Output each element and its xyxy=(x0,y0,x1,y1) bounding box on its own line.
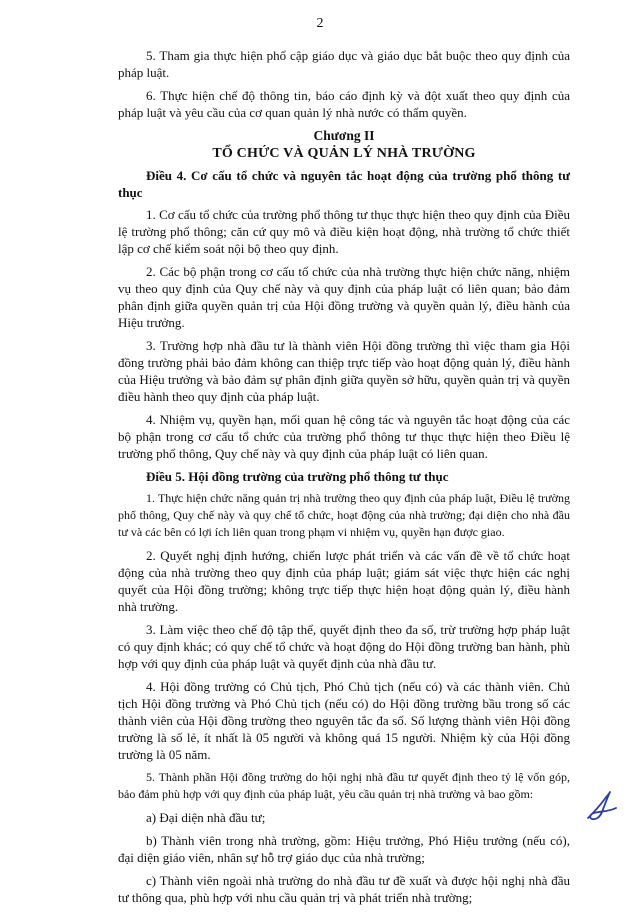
paragraph: 4. Hội đồng trường có Chủ tịch, Phó Chủ tịch (nếu có) và các thành viên. Chủ tịch Hội đồng trường và Phó Chủ tịch (nếu có) do Hội đồng trường bầu trong số các thành viên của Hội đồng trường theo nguyên tắc đa số. Số lượng thành viên Hội đồng trường là số lẻ, ít nhất là 05 người và không quá 15 người. Nhiệm kỳ của Hội đồng trường là 05 năm. xyxy=(118,679,570,762)
initial-signature xyxy=(578,786,622,828)
paragraph: 2. Các bộ phận trong cơ cấu tổ chức của nhà trường thực hiện chức năng, nhiệm vụ theo quy định của Quy chế này và quy định của pháp luật có liên quan; bảo đảm phân định giữa quyền quản trị của Hội đồng trường và quyền quản lý, điều hành của Hiệu trưởng. xyxy=(118,264,570,330)
chapter-title: TỔ CHỨC VÀ QUẢN LÝ NHÀ TRƯỜNG xyxy=(212,146,476,161)
paragraph: 5. Thành phần Hội đồng trường do hội nghị nhà đầu tư quyết định theo tỷ lệ vốn góp, bảo đảm phù hợp với quy định của pháp luật, yêu cầu quản trị nhà trường và bao gồm: xyxy=(118,770,570,801)
article-title: Điều 5. Hội đồng trường của trường phổ thông tư thục xyxy=(146,469,449,484)
paragraph: 3. Làm việc theo chế độ tập thể, quyết định theo đa số, trừ trường hợp pháp luật có quy định khác; có quy chế tổ chức và hoạt động do Hội đồng trường ban hành, phù hợp với quy định của pháp luật và quyết định của nhà đầu tư. xyxy=(118,622,570,671)
paragraph: 5. Tham gia thực hiện phổ cập giáo dục và giáo dục bắt buộc theo quy định của pháp luật. xyxy=(118,48,570,80)
paragraph: 1. Thực hiện chức năng quản trị nhà trường theo quy định của pháp luật, Điều lệ trường phổ thông, Quy chế này và quy chế tổ chức, hoạt động của nhà trường; đại diện cho nhà đầu tư và các bên có lợi ích liên quan trong phạm vi nhiệm vụ, quyền hạn được giao. xyxy=(118,491,570,539)
list-item: c) Thành viên ngoài nhà trường do nhà đầu tư đề xuất và được hội nghị nhà đầu tư thông qua, phù hợp với nhu cầu quản trị và phát triển nhà trường; xyxy=(118,873,570,905)
list-item: b) Thành viên trong nhà trường, gồm: Hiệu trưởng, Phó Hiệu trưởng (nếu có), đại diện giáo viên, nhân sự hỗ trợ giáo dục của nhà trường; xyxy=(118,833,570,865)
article-title: Điều 4. Cơ cấu tổ chức và nguyên tắc hoạt động của trường phổ thông tư thục xyxy=(118,168,570,200)
paragraph: 3. Trường hợp nhà đầu tư là thành viên Hội đồng trường thì việc tham gia Hội đồng trường phải bảo đảm không can thiệp trực tiếp vào hoạt động quản lý, điều hành của Hiệu trưởng và bảo đảm sự phân định giữa quyền sở hữu, quyền quản trị và quyền điều hành theo quy định của pháp luật. xyxy=(118,338,570,404)
paragraph: 4. Nhiệm vụ, quyền hạn, mối quan hệ công tác và nguyên tắc hoạt động của các bộ phận trong cơ cấu tổ chức của trường phổ thông tư thục thực hiện theo Điều lệ trường phổ thông, Quy chế này và quy định của pháp luật có liên quan. xyxy=(118,412,570,461)
paragraph: 6. Thực hiện chế độ thông tin, báo cáo định kỳ và đột xuất theo quy định của pháp luật và yêu cầu của cơ quan quản lý nhà nước có thẩm quyền. xyxy=(118,88,570,120)
document-body xyxy=(118,47,570,912)
paragraph: 1. Cơ cấu tổ chức của trường phổ thông tư thục thực hiện theo quy định của Điều lệ trường phổ thông; căn cứ quy mô và điều kiện hoạt động, nhà trường tổ chức thiết lập cơ chế kiểm soát nội bộ theo quy định. xyxy=(118,207,570,256)
list-item: a) Đại diện nhà đầu tư; xyxy=(146,810,266,825)
paragraph: 2. Quyết nghị định hướng, chiến lược phát triển và các vấn đề về tổ chức hoạt động của nhà trường theo quy định của pháp luật; giám sát việc thực hiện các nghị quyết của Hội đồng trường; không trực tiếp thực hiện hoạt động quản lý, điều hành nhà trường. xyxy=(118,548,570,614)
chapter-label: Chương II xyxy=(313,128,375,143)
page-number: 2 xyxy=(316,16,324,31)
